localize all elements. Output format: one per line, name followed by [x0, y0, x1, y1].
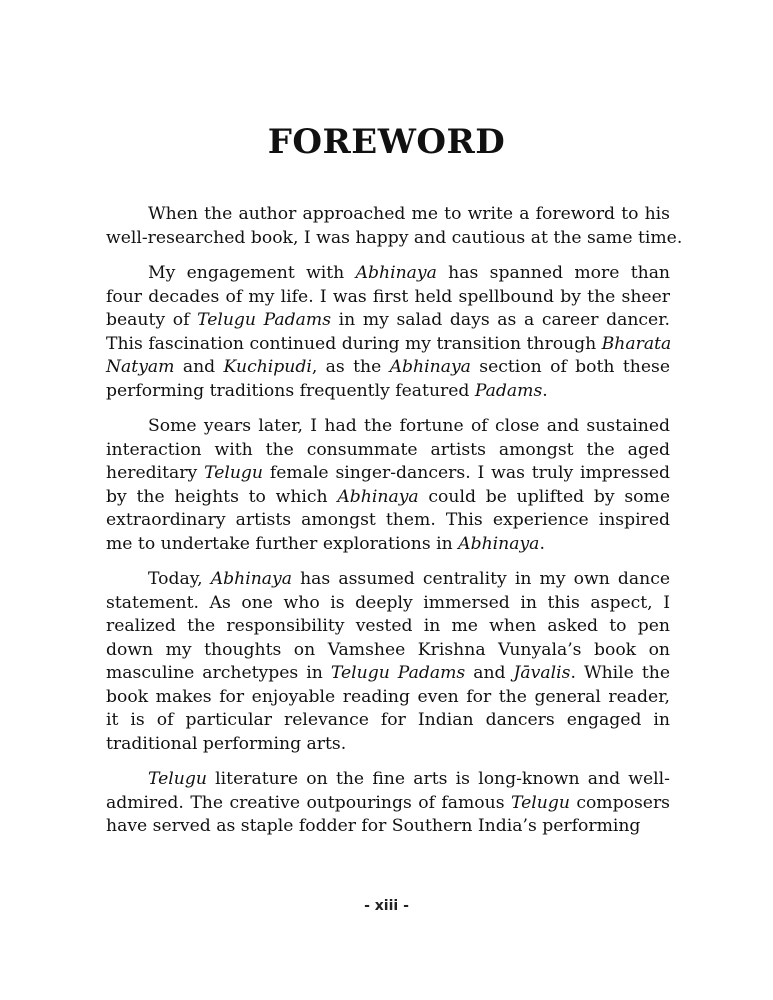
paragraph [106, 415, 670, 556]
text-line: book makes for enjoyable reading even for the general reader, [106, 686, 670, 707]
foreword-body [106, 203, 683, 851]
text-line: by the heights to which Abhinaya could be uplifted by some [106, 486, 670, 507]
paragraph [106, 262, 670, 403]
text-line: realized the responsibility vested in me when asked to pen [106, 616, 670, 636]
text-line: performing traditions frequently featured Padams. [106, 380, 548, 401]
page-title: FOREWORD [267, 122, 506, 162]
text-line: traditional performing arts. [106, 733, 347, 754]
text-line: extraordinary artists amongst them. This experience inspired [106, 510, 670, 530]
text-line: This fascination continued during my transition through Bharata [106, 333, 672, 354]
text-line: admired. The creative outpourings of famous Telugu composers [106, 792, 670, 813]
paragraph [106, 203, 683, 250]
text-line: Today, Abhinaya has assumed centrality in my own dance [148, 569, 671, 589]
text-line: When the author approached me to write a foreword to his [148, 204, 670, 224]
text-line: masculine archetypes in Telugu Padams and Jāvalis. While the [106, 663, 670, 683]
text-line: have served as staple fodder for Southern India’s performing [106, 816, 641, 836]
text-line: four decades of my life. I was first held spellbound by the sheer [106, 286, 670, 307]
page-number: - xiii - [364, 898, 409, 914]
text-line: hereditary Telugu female singer-dancers. I was truly impressed [106, 463, 671, 483]
text-line: Some years later, I had the fortune of close and sustained [148, 416, 670, 436]
text-line: me to undertake further explorations in Abhinaya. [106, 533, 545, 554]
text-line: My engagement with Abhinaya has spanned more than [148, 263, 671, 283]
text-line: beauty of Telugu Padams in my salad days as a career dancer. [106, 310, 671, 330]
paragraph [106, 768, 670, 839]
text-line: well-researched book, I was happy and cautious at the same time. [106, 227, 683, 248]
text-line: Natyam and Kuchipudi, as the Abhinaya section of both these [106, 357, 671, 377]
text-line: it is of particular relevance for Indian dancers engaged in [106, 710, 670, 730]
text-line: interaction with the consummate artists amongst the aged [106, 439, 670, 460]
text-line: down my thoughts on Vamshee Krishna Vunyala’s book on [106, 639, 670, 660]
text-line: statement. As one who is deeply immersed in this aspect, I [106, 592, 670, 613]
paragraph [106, 568, 670, 756]
text-line: Telugu literature on the fine arts is long-known and well- [148, 769, 670, 789]
